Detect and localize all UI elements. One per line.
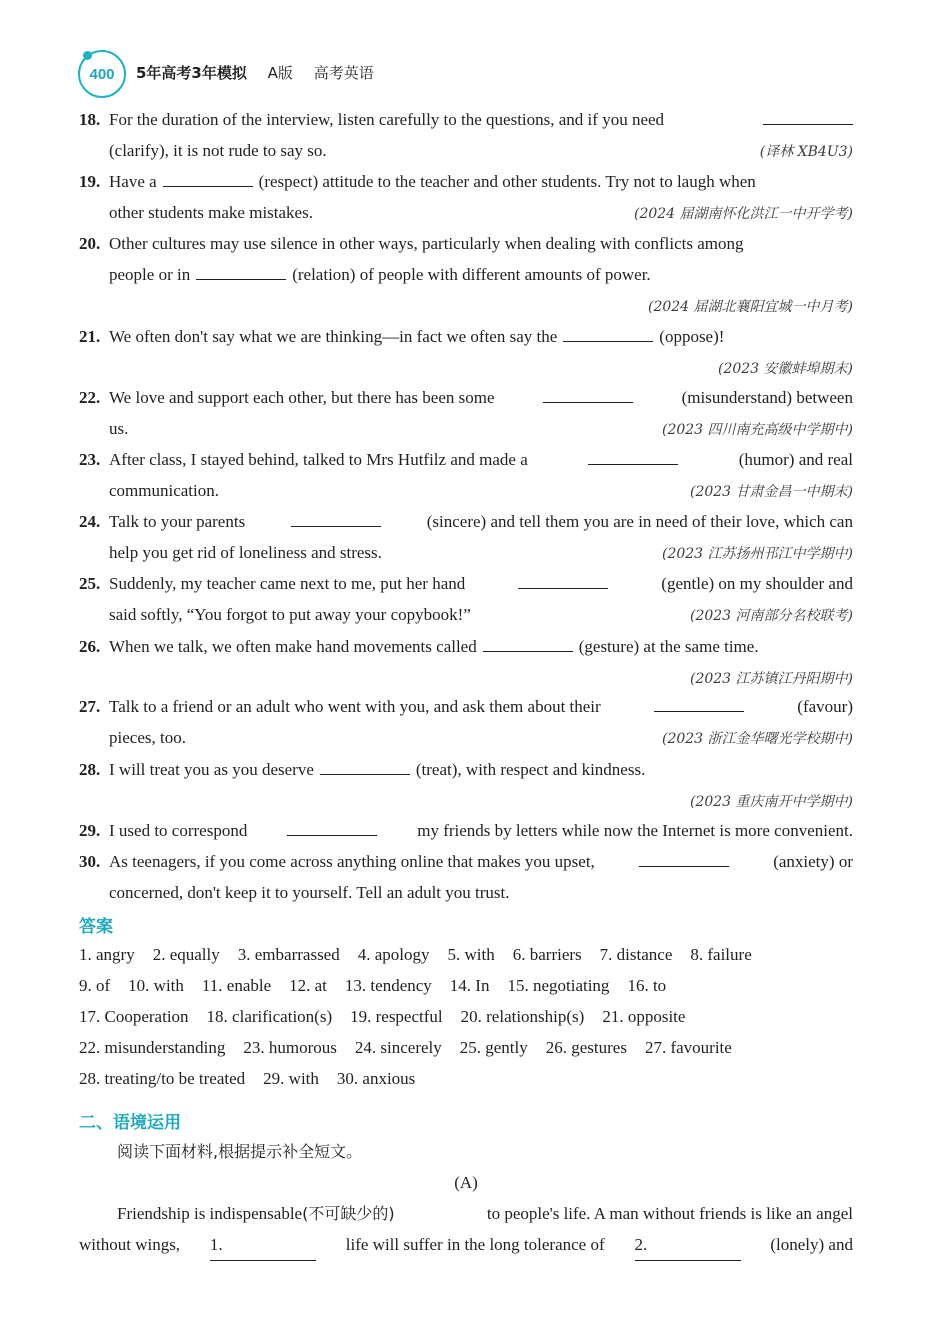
answer-row — [79, 1063, 853, 1094]
question-number: 19. — [79, 172, 101, 191]
question-text: concerned, don't keep it to yourself. Tell an adult you trust. — [109, 883, 510, 902]
question-22 — [79, 382, 853, 444]
answer-item: 29. with — [263, 1069, 319, 1088]
answer-item: 17. Cooperation — [79, 1007, 189, 1026]
question-number: 25. — [79, 574, 101, 593]
question-number: 29. — [79, 821, 101, 840]
question-28 — [79, 754, 853, 816]
question-text: After class, I stayed behind, talked to Mrs Hutfilz and made a — [109, 450, 528, 469]
page-number-badge — [78, 50, 126, 98]
source-note: (2023 江苏镇江丹阳期中) — [689, 671, 853, 687]
question-number: 30. — [79, 852, 101, 871]
question-text: (gesture) at the same time. — [578, 637, 759, 656]
answer-item: 14. In — [449, 976, 490, 995]
answer-blank[interactable] — [543, 401, 633, 403]
answer-item: 23. humorous — [243, 1038, 337, 1057]
answer-blank[interactable] — [654, 710, 744, 712]
answer-item: 22. misunderstanding — [79, 1038, 226, 1057]
answer-item: 27. favourite — [644, 1038, 732, 1057]
question-text: other students make mistakes. — [109, 203, 313, 222]
source-note: (2024 届湖南怀化洪江一中开学考) — [633, 206, 853, 222]
question-text: (humor) and real — [738, 450, 853, 469]
badge-dot-icon — [83, 51, 92, 60]
passage-text: Friendship is indispensable — [117, 1204, 303, 1223]
answer-item: 13. tendency — [344, 976, 432, 995]
question-number: 18. — [79, 110, 101, 129]
question-text: (favour) — [797, 697, 853, 716]
question-text: help you get rid of loneliness and stress. — [109, 543, 382, 562]
answer-item: 5. with — [447, 945, 495, 964]
question-text: Suddenly, my teacher came next to me, put her hand — [109, 574, 466, 593]
question-27 — [79, 691, 853, 753]
source-note: (2023 河南部分名校联考) — [689, 608, 853, 624]
passage-blank-2[interactable]: 2. — [635, 1229, 741, 1261]
question-24 — [79, 506, 853, 568]
source-note: (2023 甘肃金昌一中期末) — [689, 484, 853, 500]
answer-row — [79, 939, 853, 970]
question-text: (sincere) and tell them you are in need of their love, which can — [426, 512, 853, 531]
passage-label: (A) — [454, 1173, 478, 1192]
answer-item: 28. treating/to be treated — [79, 1069, 246, 1088]
source-note: (2024 届湖北襄阳宜城一中月考) — [647, 299, 853, 315]
answer-blank[interactable] — [518, 587, 608, 589]
question-30 — [79, 846, 853, 908]
question-text: As teenagers, if you come across anything online that makes you upset, — [109, 852, 595, 871]
answer-row — [79, 1032, 853, 1063]
question-text: (clarify), it is not rude to say so. — [109, 141, 327, 160]
question-29 — [79, 815, 853, 846]
answer-item: 6. barriers — [512, 945, 582, 964]
answer-item: 1. angry — [79, 945, 135, 964]
answer-blank[interactable] — [483, 650, 573, 652]
question-23 — [79, 444, 853, 506]
question-25 — [79, 568, 853, 630]
page-number: 400 — [89, 65, 115, 83]
page-header — [78, 48, 878, 94]
question-text: Talk to a friend or an adult who went with you, and ask them about their — [109, 697, 601, 716]
answer-item: 30. anxious — [336, 1069, 416, 1088]
question-text: (anxiety) or — [773, 852, 853, 871]
answer-item: 19. respectful — [350, 1007, 443, 1026]
answer-blank[interactable] — [563, 340, 653, 342]
answer-blank[interactable] — [196, 278, 286, 280]
question-text: us. — [109, 419, 129, 438]
passage-gloss: (不可缺少的) — [302, 1204, 395, 1223]
source-note: (2023 重庆南开中学期中) — [689, 794, 853, 810]
answer-item: 20. relationship(s) — [460, 1007, 585, 1026]
passage-text: to people's life. A man without friends is like an angel — [486, 1204, 853, 1223]
question-26 — [79, 631, 853, 693]
question-text: Other cultures may use silence in other ways, particularly when dealing with conflicts among — [109, 234, 744, 253]
question-number: 21. — [79, 327, 101, 346]
question-text: (relation) of people with different amounts of power. — [292, 265, 651, 284]
answer-item: 3. embarrassed — [237, 945, 340, 964]
question-text: communication. — [109, 481, 220, 500]
passage-blank-1[interactable]: 1. — [210, 1229, 316, 1261]
question-text: pieces, too. — [109, 728, 186, 747]
question-21 — [79, 321, 853, 383]
answer-item: 18. clarification(s) — [206, 1007, 333, 1026]
question-number: 24. — [79, 512, 101, 531]
question-number: 23. — [79, 450, 101, 469]
question-text: I will treat you as you deserve — [109, 760, 314, 779]
question-text: (oppose)! — [659, 327, 725, 346]
question-20 — [79, 228, 853, 321]
answer-item: 4. apology — [357, 945, 430, 964]
source-note: (2023 四川南充高级中学期中) — [661, 422, 853, 438]
question-text: We love and support each other, but there has been some — [109, 388, 495, 407]
answer-item: 10. with — [128, 976, 184, 995]
question-19 — [79, 166, 853, 228]
answer-item: 16. to — [627, 976, 667, 995]
answer-item: 2. equally — [152, 945, 220, 964]
answer-blank[interactable] — [287, 834, 377, 836]
question-text: (respect) attitude to the teacher and other students. Try not to laugh when — [258, 172, 756, 191]
running-head — [136, 62, 374, 83]
subject: 高考英语 — [313, 64, 374, 82]
answer-blank[interactable] — [291, 525, 381, 527]
question-text: (misunderstand) between — [681, 388, 853, 407]
passage-text: without wings, — [79, 1235, 181, 1254]
answer-blank[interactable] — [320, 773, 410, 775]
answer-blank[interactable] — [588, 463, 678, 465]
answer-row — [79, 970, 853, 1001]
instruction-text: 阅读下面材料,根据提示补全短文。 — [117, 1142, 363, 1161]
question-text: Have a — [109, 172, 157, 191]
source-note: (2023 江苏扬州邗江中学期中) — [661, 546, 853, 562]
question-number: 26. — [79, 637, 101, 656]
question-number: 27. — [79, 697, 101, 716]
instruction — [79, 1136, 853, 1167]
answer-blank[interactable] — [163, 185, 253, 187]
question-text: said softly, “You forgot to put away your copybook!” — [109, 605, 471, 624]
book-title: 5年高考3年模拟 — [136, 64, 247, 82]
answer-blank[interactable] — [763, 123, 853, 125]
passage-text: life will suffer in the long tolerance of — [345, 1235, 605, 1254]
question-number: 28. — [79, 760, 101, 779]
question-text: my friends by letters while now the Internet is more convenient. — [417, 821, 853, 840]
question-text: When we talk, we often make hand movements called — [109, 637, 477, 656]
question-number: 22. — [79, 388, 101, 407]
question-number: 20. — [79, 234, 101, 253]
answer-item: 11. enable — [201, 976, 272, 995]
source-note: (2023 安徽蚌埠期末) — [717, 361, 853, 377]
answer-item: 12. at — [289, 976, 327, 995]
question-text: (treat), with respect and kindness. — [415, 760, 646, 779]
question-18 — [79, 104, 853, 166]
question-text: We often don't say what we are thinking—in fact we often say the — [109, 327, 558, 346]
answer-key — [79, 939, 853, 1094]
answer-item: 8. failure — [690, 945, 752, 964]
answer-item: 15. negotiating — [507, 976, 610, 995]
answer-item: 24. sincerely — [354, 1038, 442, 1057]
passage — [79, 1198, 853, 1260]
answer-item: 7. distance — [599, 945, 673, 964]
source-note: (译林 XB4U3) — [759, 144, 853, 160]
answer-row — [79, 1001, 853, 1032]
answers-title: 答案 — [79, 917, 113, 937]
answer-item: 26. gestures — [545, 1038, 627, 1057]
question-text: (gentle) on my shoulder and — [661, 574, 853, 593]
question-text: For the duration of the interview, listen carefully to the questions, and if you need — [109, 110, 665, 129]
answer-blank[interactable] — [639, 865, 729, 867]
question-text: people or in — [109, 265, 191, 284]
answer-item: 21. opposite — [602, 1007, 686, 1026]
section-title: 二、语境运用 — [79, 1113, 181, 1133]
question-text: I used to correspond — [109, 821, 248, 840]
source-note: (2023 浙江金华曙光学校期中) — [661, 731, 853, 747]
edition: A版 — [267, 64, 293, 82]
answer-item: 25. gently — [459, 1038, 528, 1057]
answer-item: 9. of — [79, 976, 111, 995]
passage-text: (lonely) and — [770, 1235, 853, 1254]
question-text: Talk to your parents — [109, 512, 246, 531]
